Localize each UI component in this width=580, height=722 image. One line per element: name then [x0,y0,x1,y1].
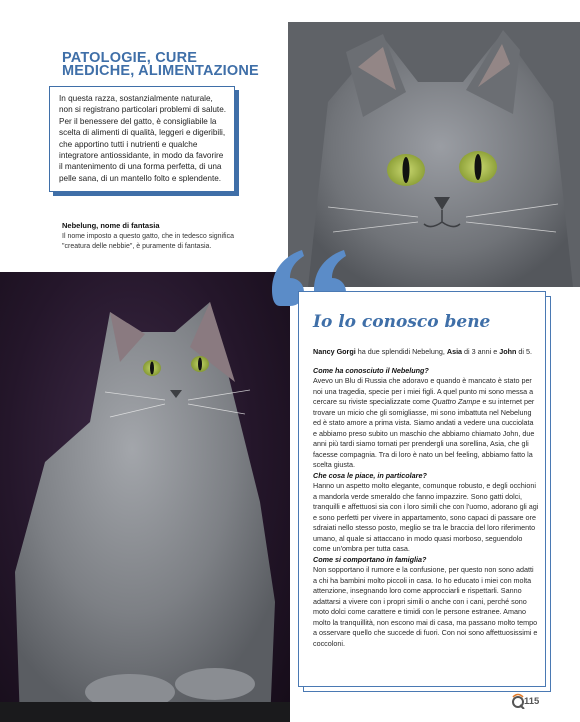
magazine-name: Quattro Zampe [432,397,481,406]
health-info-text: In questa razza, sostanzialmente naturale, non si registrano particolari problemi di salute. Per il benessere del gatto, è consigliabile la scelta di alimenti di qualità, leggeri e digeribili, che apportino tutti i nutrienti e qualche integratore antiossidante, in modo da favorire il mantenimento di una forma perfetta, di una pelle sana, di un mantello folto e splendente. [59,94,227,183]
answer-2: Hanno un aspetto molto elegante, comunque robusto, e degli occhioni a mandorla verde smeraldo che fanno impazzire. Sono gatti dolci, tranquilli e affettuosi sia con i loro simili che con l'uomo, adorano gli agi e sono perfetti per vivere in appartamento, sono capaci di passare ore sdraiati nello stesso posto, meglio se tra le braccia del loro riferimento umano, al quale si attaccano in modo quasi morboso, seguendolo come un'ombra per tutta casa. [313,481,539,553]
answer-1-part-1: Avevo un Blu di Russia che adoravo e quando è mancato è stato per noi una tragedia, specie per i miei figli. A quel punto mi sono messa a cercare su riviste specializzate come [313,376,534,406]
answer-1 [313,376,539,471]
section-title-line-1: PATOLOGIE, CURE [62,50,198,66]
article-intro [313,347,539,358]
caption-text: Il nome imposto a questo gatto, che in tedesco significa "creatura delle nebbie", è puramente di fantasia. [62,233,234,250]
article-body [313,347,539,649]
health-info-box [49,86,235,192]
question-1: Come ha conosciuto il Nebelung? [313,365,429,375]
section-title-line-2: MEDICHE, ALIMENTAZIONE [62,63,259,79]
intro-text-1: ha due splendidi Nebelung, [355,347,447,356]
page-number: 115 [524,696,540,707]
answer-1-part-2: e su internet per trovare un micio che gli somigliasse, mi sono imbattuta nel Nebelung ed è stato amore a prima vista. Siamo andati a vedere una cucciolata e abbiamo preso subito un maschio che abbiamo chiamato John, due anni più tardi siamo tornati per prendergli una sorellina, Asia, che gli facesse compagnia. Tra di loro è nato un bel feeling, abbiamo fatto la scelta giusta. [313,397,535,469]
cat-name-john: John [499,347,517,356]
intro-text-2: di 3 anni e [462,347,500,356]
magazine-logo-icon [511,693,525,709]
answer-3: Non sopportano il rumore e la confusione, per questo non sono adatti a chi ha bambini molto piccoli in casa. Io ho educato i miei con molta attenzione, insegnando loro come approcciarli e rispettarli. Sanno adattarsi a vivere con i propri simili o anche con i cani, perché sono moto dolci come carattere e timidi con le persone estranee. Amano molto la tranquillità, non escono mai di casa, ma passano molto tempo a osservare quello che succede di fuori. Con noi sono affettuosissimi e coccoloni. [313,565,538,648]
intro-text-3: di 5. [516,347,532,356]
caption-title: Nebelung, nome di fantasia [62,221,160,230]
cat-name-asia: Asia [446,347,463,356]
question-3: Come si comportano in famiglia? [313,554,427,564]
question-2: Che cosa le piace, in particolare? [313,470,427,480]
interviewee-name: Nancy Gorgi [313,347,356,356]
sitting-cat-illustration [0,272,290,722]
cat-sitting-photo [0,272,290,722]
article-title: Io lo conosco bene [313,312,491,332]
section-title [62,52,262,78]
